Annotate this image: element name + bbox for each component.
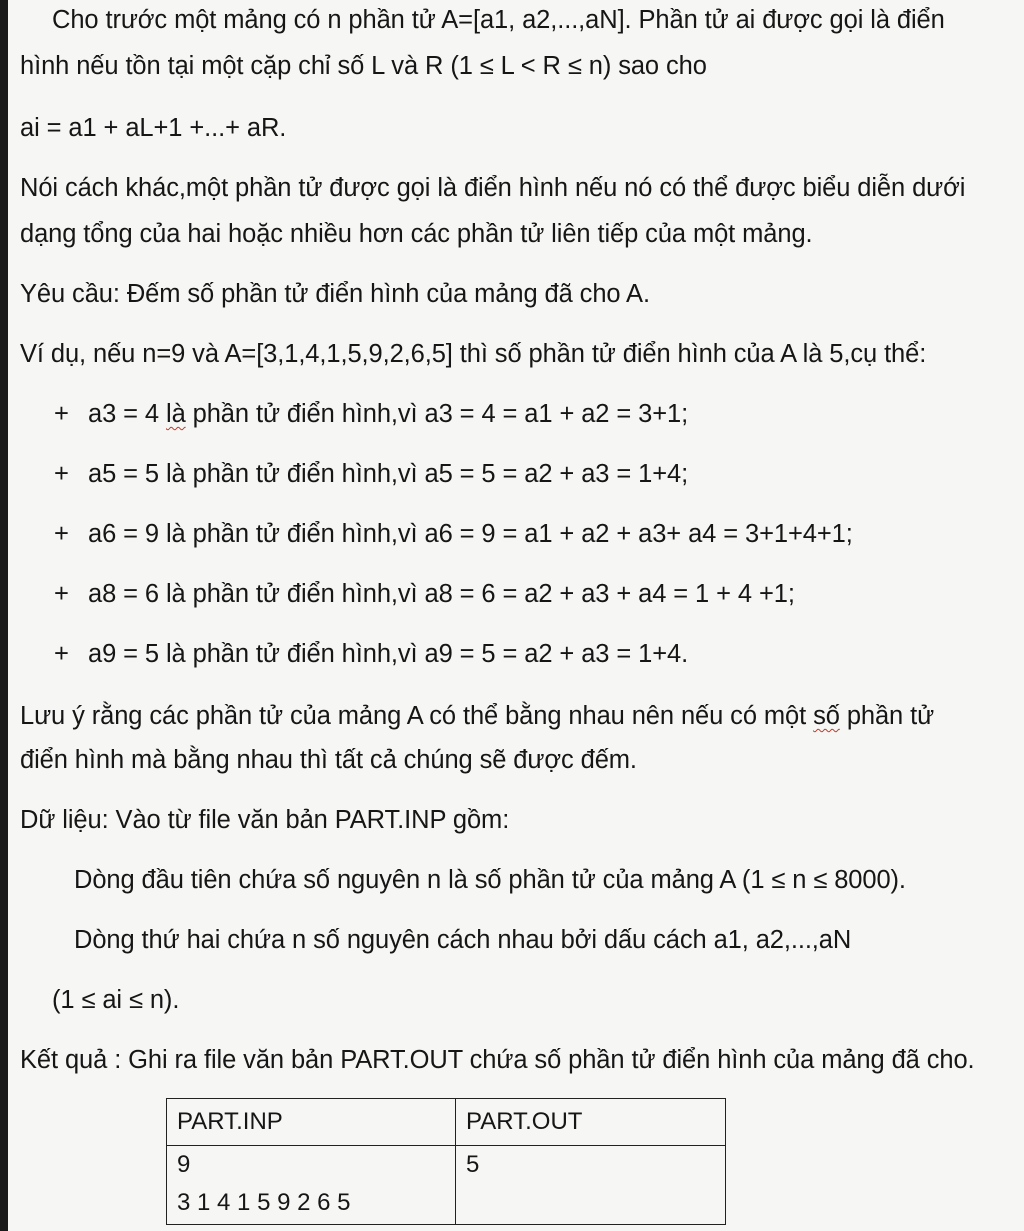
note-line1	[20, 700, 934, 732]
table-cell-output	[456, 1146, 726, 1225]
input-sample-line: 9	[177, 1151, 191, 1178]
table-cell-input	[167, 1146, 456, 1225]
example-item: a5 = 5 là phần tử điển hình,vì a5 = 5 = a2 + a3 = 1+4;	[88, 460, 689, 488]
example-item: a9 = 5 là phần tử điển hình,vì a9 = 5 = a2 + a3 = 1+4.	[88, 640, 689, 668]
output-sample-line: 5	[466, 1151, 480, 1178]
sample-io-table	[166, 1098, 726, 1225]
example-item-text: phần tử điển hình,vì a3 = 4 = a1 + a2 = 3+1;	[185, 400, 689, 428]
para1-line1: Cho trước một mảng có n phần tử A=[a1, a2,...,aN]. Phần tử ai được gọi là điển	[52, 6, 945, 34]
bullet-mark: +	[54, 520, 69, 548]
note-line2: điển hình mà bằng nhau thì tất cả chúng sẽ được đếm.	[20, 746, 637, 774]
input-heading: Dữ liệu: Vào từ file văn bản PART.INP gồm:	[20, 806, 510, 834]
bullet-mark: +	[54, 640, 69, 668]
input-sample-line: 3 1 4 1 5 9 2 6 5	[177, 1189, 351, 1216]
spellcheck-mark: là	[166, 400, 186, 428]
document-page	[8, 0, 1024, 1231]
bullet-mark: +	[54, 580, 69, 608]
table-header-row	[167, 1099, 726, 1146]
note-text: Lưu ý rằng các phần tử của mảng A có thể bằng nhau nên nếu có một	[20, 702, 814, 730]
requirement-line: Yêu cầu: Đếm số phần tử điển hình của mảng đã cho A.	[20, 280, 650, 308]
table-row	[167, 1146, 726, 1225]
bullet-mark: +	[54, 400, 69, 428]
output-line: Kết quả : Ghi ra file văn bản PART.OUT chứa số phần tử điển hình của mảng đã cho.	[20, 1046, 975, 1074]
para2-line2: dạng tổng của hai hoặc nhiều hơn các phần tử liên tiếp của một mảng.	[20, 220, 813, 248]
para2-line1: Nói cách khác,một phần tử được gọi là điển hình nếu nó có thể được biểu diễn dưới	[20, 174, 966, 202]
para1-line2: hình nếu tồn tại một cặp chỉ số L và R (1 ≤ L < R ≤ n) sao cho	[20, 52, 707, 80]
bullet-mark: +	[54, 460, 69, 488]
formula-line: ai = a1 + aL+1 +...+ aR.	[20, 114, 287, 142]
table-header-output: PART.OUT	[456, 1099, 726, 1146]
note-text: phần tử	[839, 702, 935, 730]
input-line1: Dòng đầu tiên chứa số nguyên n là số phần tử của mảng A (1 ≤ n ≤ 8000).	[74, 866, 906, 894]
table-header-input: PART.INP	[167, 1099, 456, 1146]
example-item-text: a3 = 4	[88, 400, 166, 428]
example-intro: Ví dụ, nếu n=9 và A=[3,1,4,1,5,9,2,6,5] thì số phần tử điển hình của A là 5,cụ thể:	[20, 340, 927, 368]
input-line3: (1 ≤ ai ≤ n).	[52, 986, 180, 1014]
example-item: a6 = 9 là phần tử điển hình,vì a6 = 9 = a1 + a2 + a3+ a4 = 3+1+4+1;	[88, 520, 853, 548]
spellcheck-mark: số	[813, 702, 840, 730]
example-item: a8 = 6 là phần tử điển hình,vì a8 = 6 = a2 + a3 + a4 = 1 + 4 +1;	[88, 580, 795, 608]
example-item	[88, 398, 688, 430]
input-line2: Dòng thứ hai chứa n số nguyên cách nhau bởi dấu cách a1, a2,...,aN	[74, 926, 852, 954]
